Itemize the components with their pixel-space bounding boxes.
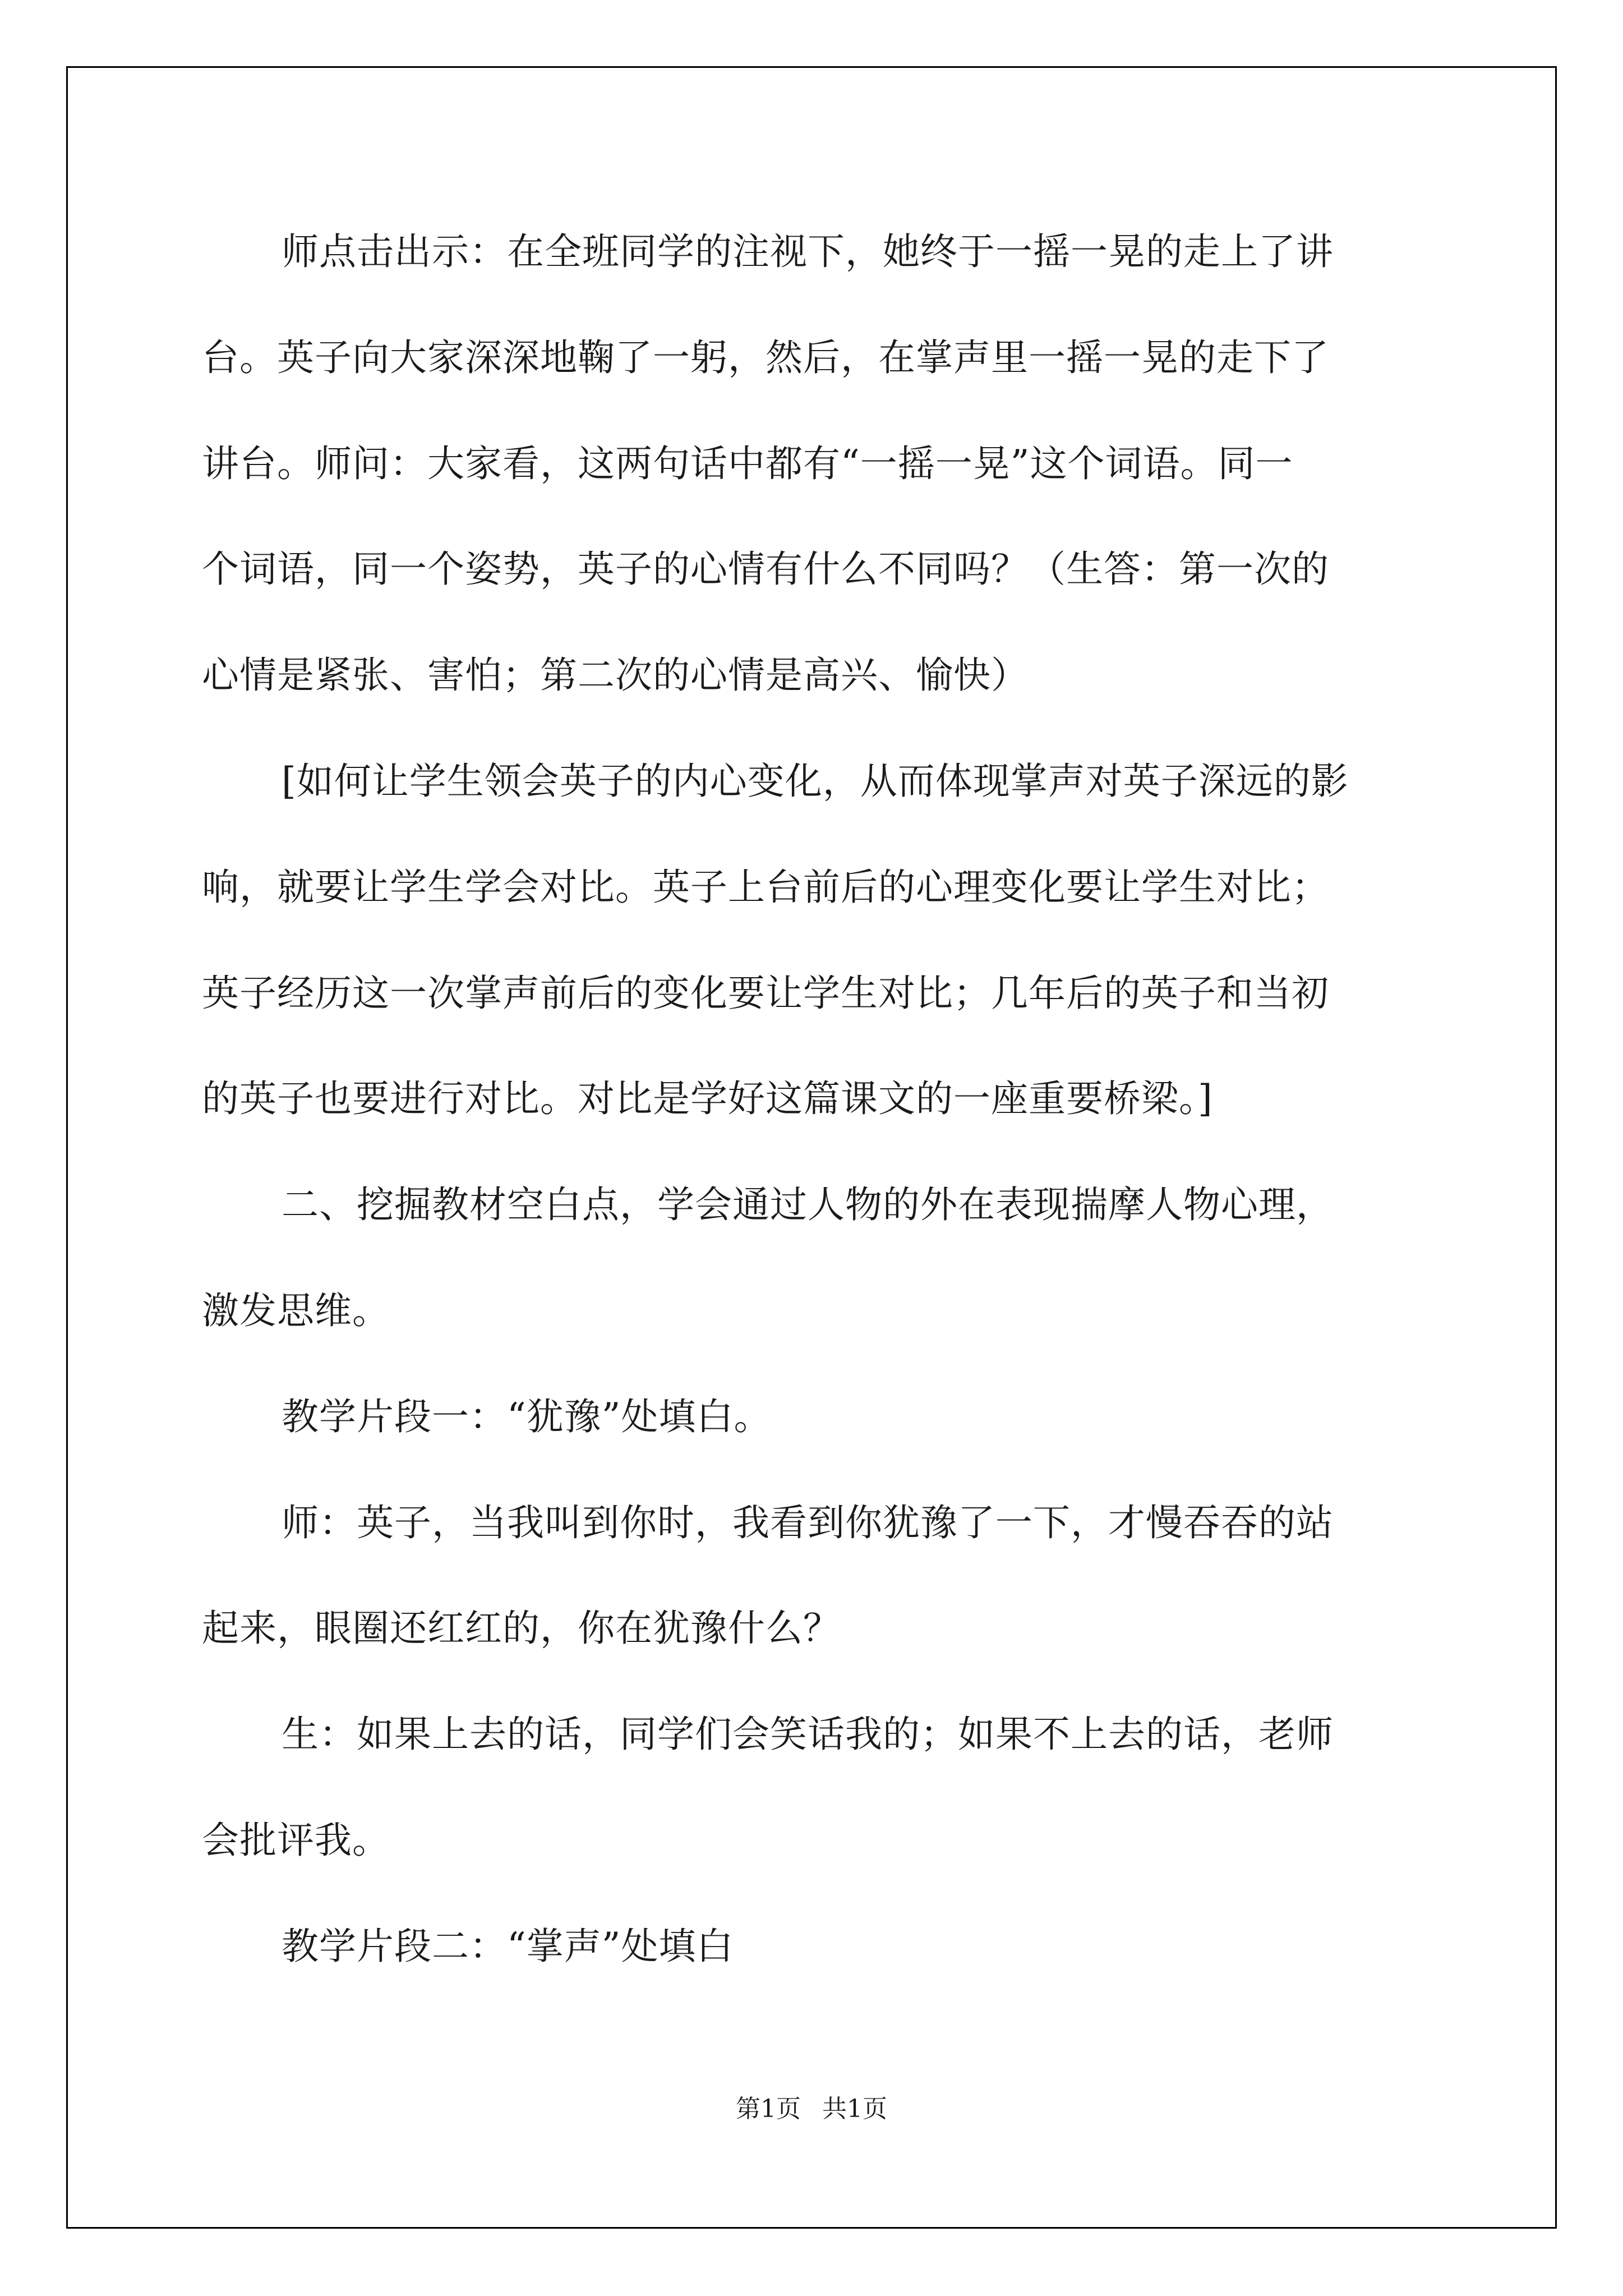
- paragraph-4-line-1: 教学片段一：“犹豫”处填白。: [282, 1395, 772, 1438]
- paragraph-6-line-1: 生：如果上去的话，同学们会笑话我的；如果不上去的话，老师: [282, 1713, 1334, 1756]
- paragraph-2-line-1: [如何让学生领会英子的内心变化，从而体现掌声对英子深远的影: [282, 760, 1349, 803]
- page-footer: [0, 2097, 1623, 2122]
- paragraph-1-line-3: 讲台。师问：大家看，这两句话中都有“一摇一晃”这个词语。同一: [202, 442, 1293, 485]
- paragraph-2-line-3: 英子经历这一次掌声前后的变化要让学生对比；几年后的英子和当初: [202, 972, 1329, 1015]
- paragraph-1-line-1: 师点击出示：在全班同学的注视下，她终于一摇一晃的走上了讲: [282, 230, 1334, 273]
- paragraph-1-line-2: 台。英子向大家深深地鞠了一躬，然后，在掌声里一摇一晃的走下了: [202, 336, 1329, 379]
- paragraph-1-line-4: 个词语，同一个姿势，英子的心情有什么不同吗？（生答：第一次的: [202, 547, 1329, 591]
- paragraph-2-line-4: 的英子也要进行对比。对比是学好这篇课文的一座重要桥梁。]: [202, 1077, 1213, 1120]
- paragraph-6-line-2: 会批评我。: [202, 1819, 390, 1862]
- paragraph-5-line-1: 师：英子，当我叫到你时，我看到你犹豫了一下，才慢吞吞的站: [282, 1501, 1334, 1544]
- paragraph-7-line-1: 教学片段二：“掌声”处填白: [282, 1925, 734, 1968]
- page-border: [66, 66, 1557, 2229]
- page-number: 第1页: [736, 2095, 801, 2123]
- paragraph-2-line-2: 响，就要让学生学会对比。英子上台前后的心理变化要让学生对比；: [202, 866, 1329, 909]
- paragraph-3-line-2: 激发思维。: [202, 1289, 390, 1332]
- paragraph-5-line-2: 起来，眼圈还红红的，你在犹豫什么？: [202, 1607, 841, 1650]
- page-total: 共1页: [822, 2095, 887, 2123]
- paragraph-1-line-5: 心情是紧张、害怕；第二次的心情是高兴、愉快）: [202, 654, 1029, 697]
- paragraph-3-line-1: 二、挖掘教材空白点，学会通过人物的外在表现揣摩人物心理，: [282, 1183, 1334, 1226]
